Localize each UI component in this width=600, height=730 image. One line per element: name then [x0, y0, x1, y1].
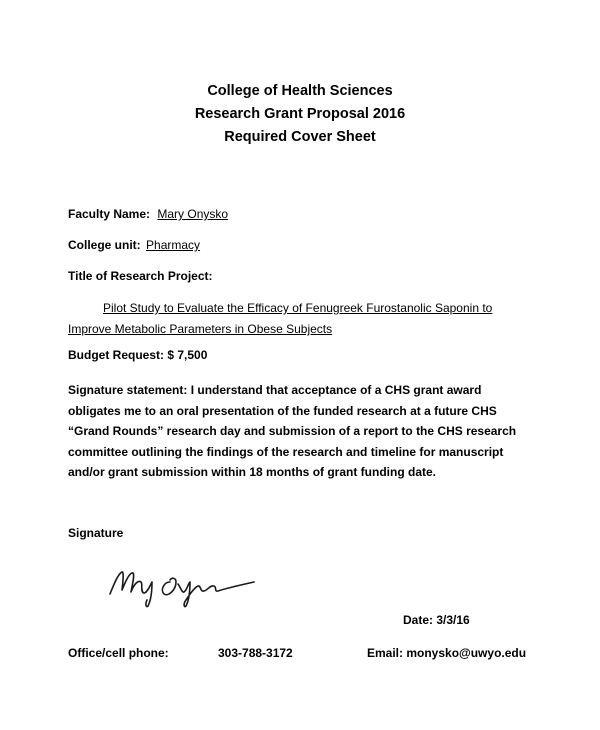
college-unit-label: College unit:: [68, 238, 141, 252]
header-proposal: Research Grant Proposal 2016: [194, 106, 406, 122]
statement-line: Signature statement: I understand that acceptance of a CHS grant award: [68, 383, 482, 397]
header-cover-sheet: Required Cover Sheet: [224, 129, 376, 145]
project-title-line-1: Pilot Study to Evaluate the Efficacy of Fenugreek Furostanolic Saponin to: [103, 301, 493, 315]
statement-line: obligates me to an oral presentation of the funded research at a future CHS: [68, 403, 497, 418]
budget-request: Budget Request: $ 7,500: [68, 348, 208, 362]
faculty-name-label: Faculty Name:: [68, 207, 151, 221]
statement-line: and/or grant submission within 18 months of grant funding date.: [68, 465, 437, 479]
header-college: College of Health Sciences: [207, 83, 393, 99]
signature-date: Date: 3/3/16: [403, 613, 470, 627]
phone-label: Office/cell phone:: [68, 646, 169, 660]
email-value: Email: monysko@uwyo.edu: [367, 646, 527, 660]
handwritten-signature: [104, 560, 264, 610]
statement-line: “Grand Rounds” research day and submission of a report to the CHS research: [68, 424, 517, 438]
faculty-name-value: Mary Onysko: [157, 207, 229, 221]
signature-label: Signature: [68, 526, 124, 540]
college-unit-row: [68, 238, 200, 253]
college-unit-value: Pharmacy: [146, 238, 201, 252]
project-title: [68, 298, 548, 340]
document-header: [0, 80, 600, 149]
signature-statement: [68, 380, 548, 483]
statement-line: committee outlining the findings of the research and timeline for manuscript: [68, 444, 504, 459]
phone-value: 303-788-3172: [218, 646, 293, 660]
project-title-label: Title of Research Project:: [68, 269, 213, 283]
faculty-name-row: [68, 207, 228, 222]
project-title-line-2: Improve Metabolic Parameters in Obese Subjects: [68, 322, 333, 336]
